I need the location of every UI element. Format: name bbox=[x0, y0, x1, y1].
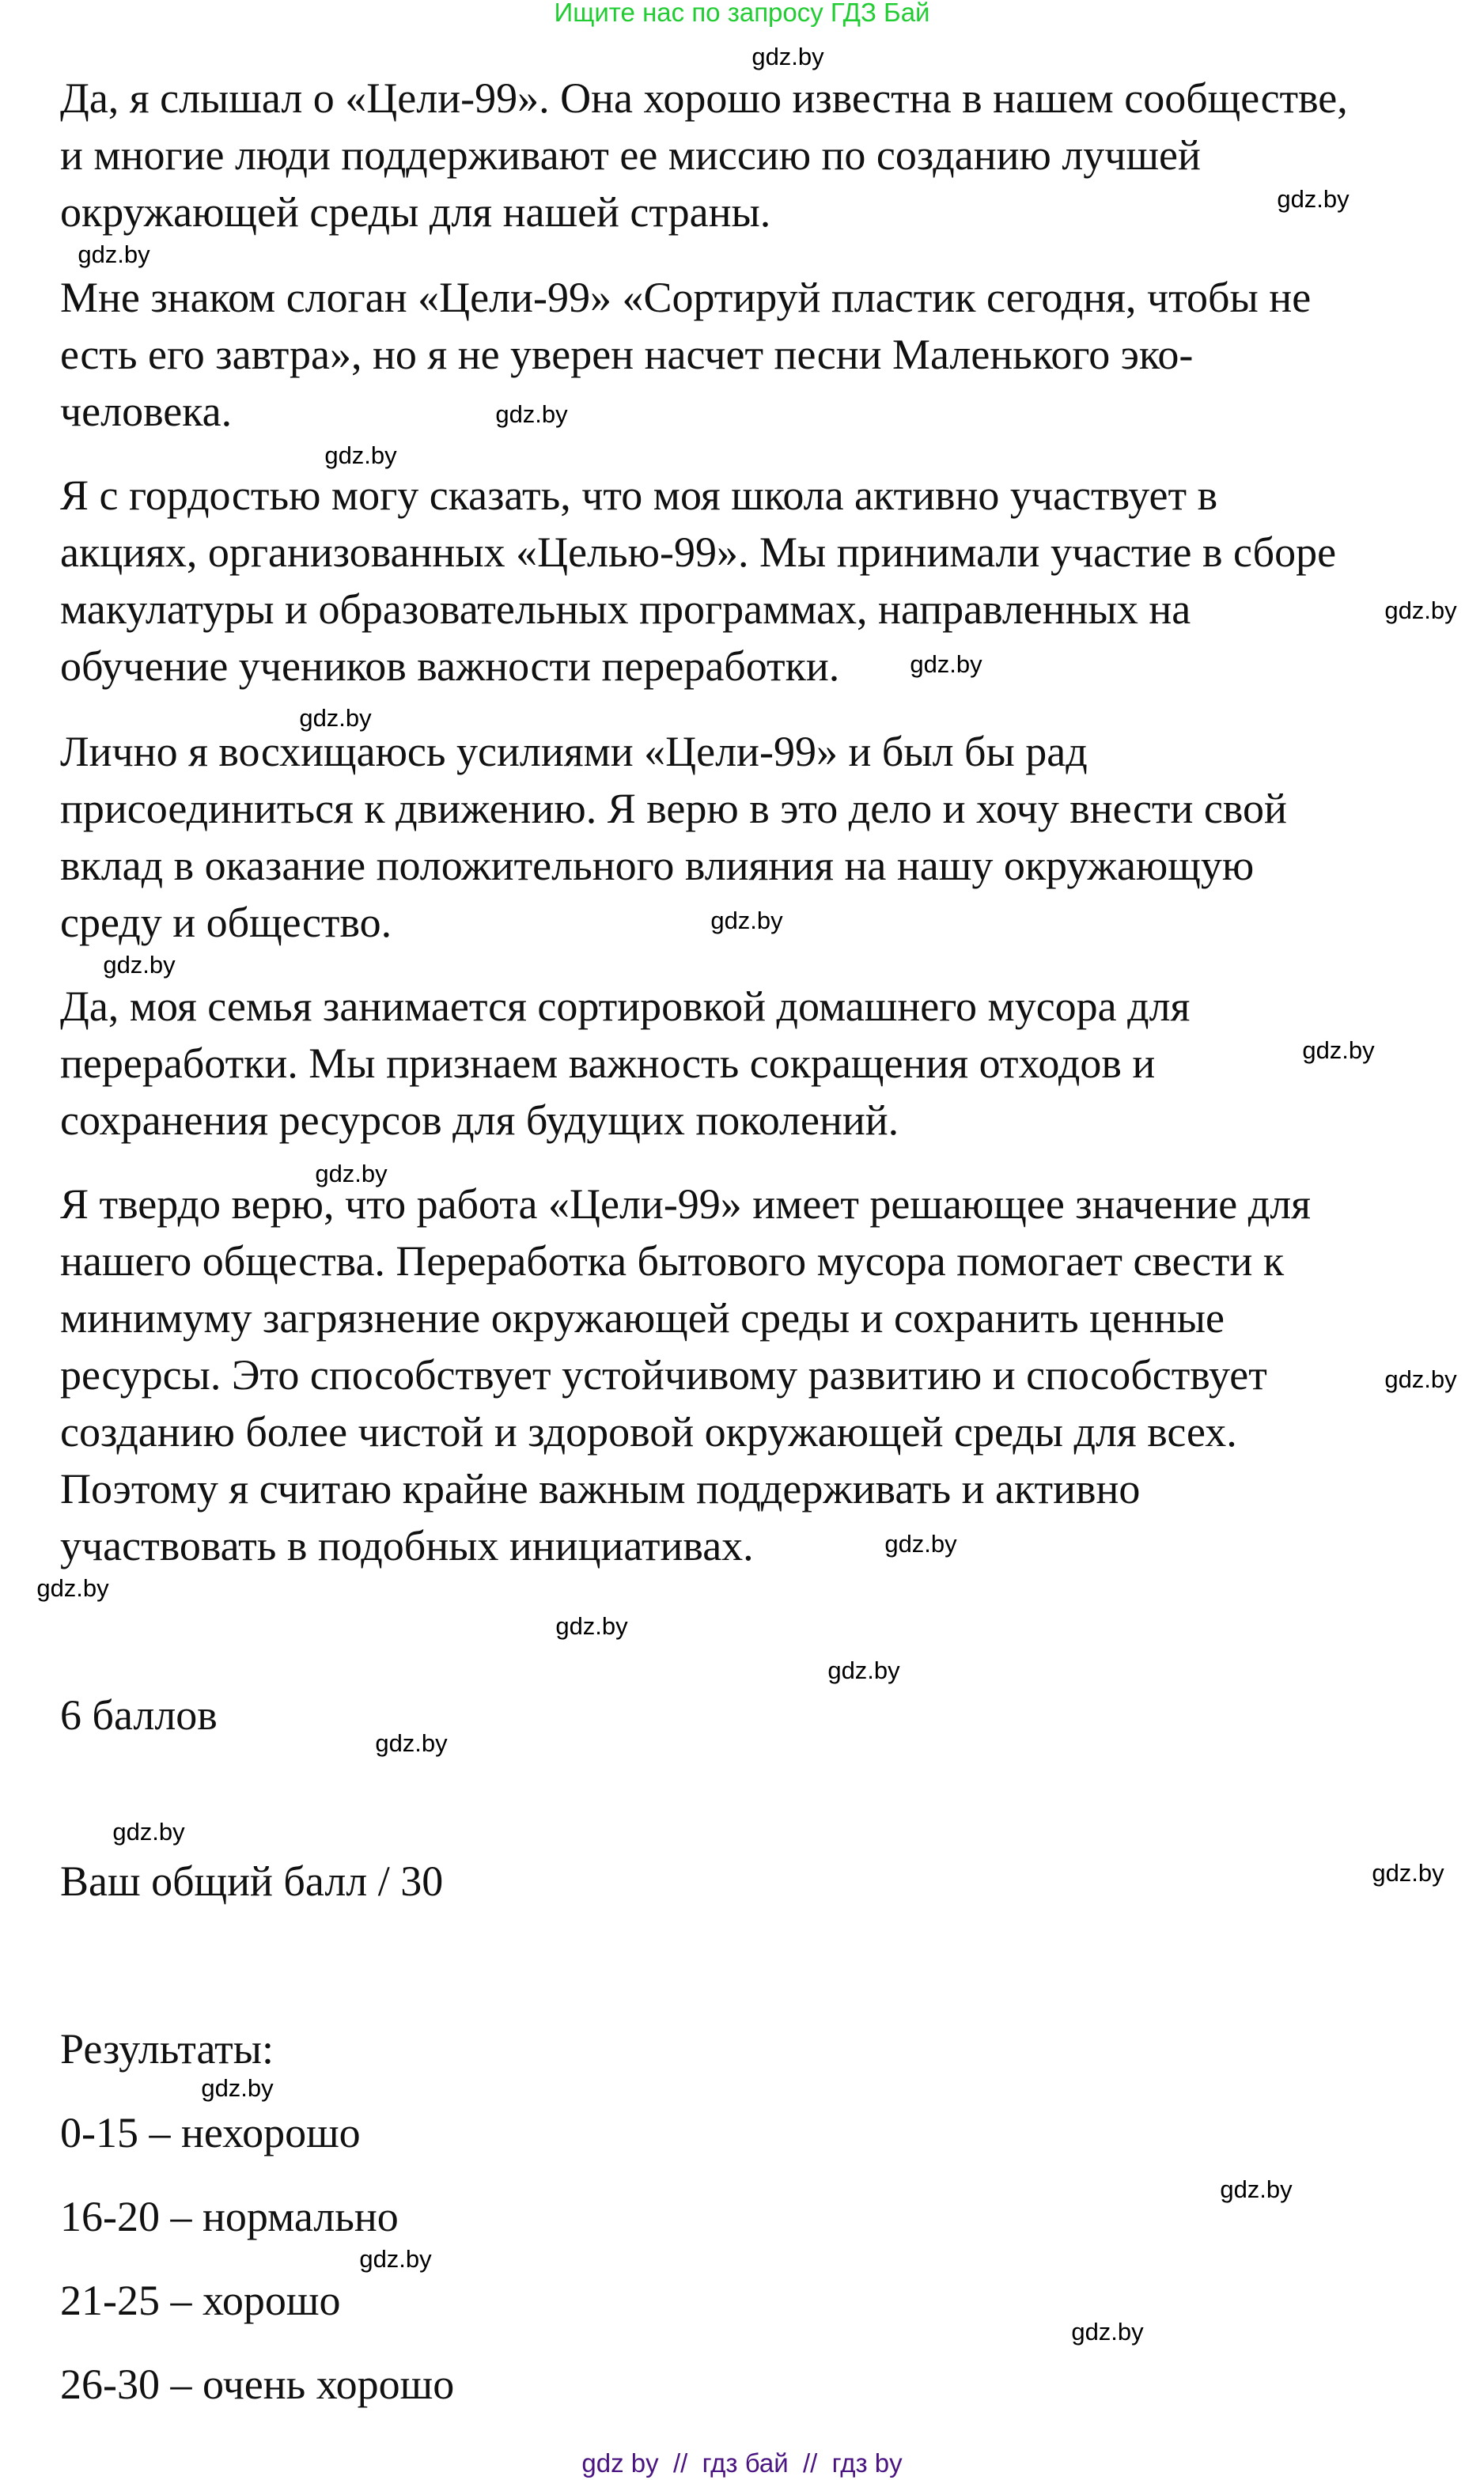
watermark: gdz.by bbox=[359, 2245, 432, 2273]
text-line: ресурсы. Это способствует устойчивому развитию и способствует bbox=[60, 1351, 1267, 1399]
watermark: gdz.by bbox=[1372, 1859, 1444, 1887]
footer-banner: gdz by // гдз бай // гдз by bbox=[581, 2448, 903, 2478]
text-line: присоединиться к движению. Я верю в это дело и хочу внести свой bbox=[60, 785, 1287, 832]
total-score-text: Ваш общий балл / 30 bbox=[60, 1857, 444, 1905]
text-line: Поэтому я считаю крайне важным поддерживать и активно bbox=[60, 1465, 1141, 1513]
watermark: gdz.by bbox=[324, 441, 397, 469]
watermark: gdz.by bbox=[315, 1160, 388, 1187]
text-line: вклад в оказание положительного влияния на нашу окружающую bbox=[60, 842, 1255, 889]
text-line: макулатуры и образовательных программах, направленных на bbox=[60, 585, 1191, 633]
text-line: Мне знаком слоган «Цели-99» «Сортируй пластик сегодня, чтобы не bbox=[60, 274, 1312, 321]
watermark: gdz.by bbox=[710, 907, 783, 934]
text-line: есть его завтра», но я не уверен насчет песни Маленького эко- bbox=[60, 331, 1194, 378]
text-line: человека. bbox=[60, 388, 233, 435]
watermark: gdz.by bbox=[1384, 1365, 1457, 1393]
watermark: gdz.by bbox=[201, 2074, 274, 2102]
result-range: 26-30 – очень хорошо bbox=[60, 2361, 455, 2408]
watermark: gdz.by bbox=[884, 1530, 957, 1558]
text-line: Я твердо верю, что работа «Цели-99» имеет решающее значение для bbox=[60, 1180, 1311, 1228]
text-line: переработки. Мы признаем важность сокращения отходов и bbox=[60, 1039, 1156, 1087]
watermark: gdz.by bbox=[78, 240, 150, 268]
watermark: gdz.by bbox=[495, 400, 568, 428]
watermark: gdz.by bbox=[112, 1818, 185, 1846]
text-line: Я с гордостью могу сказать, что моя школа активно участвует в bbox=[60, 471, 1218, 519]
text-line: участвовать в подобных инициативах. bbox=[60, 1522, 754, 1569]
results-title: Результаты: bbox=[60, 2025, 274, 2073]
watermark: gdz.by bbox=[1277, 185, 1350, 213]
watermark: gdz.by bbox=[299, 704, 372, 732]
text-line: и многие люди поддерживают ее миссию по созданию лучшей bbox=[60, 131, 1201, 179]
text-line: обучение учеников важности переработки. bbox=[60, 642, 840, 690]
watermark: gdz.by bbox=[751, 43, 824, 70]
result-range: 16-20 – нормально bbox=[60, 2193, 399, 2240]
text-line: окружающей среды для нашей страны. bbox=[60, 188, 771, 236]
search-banner: Ищите нас по запросу ГДЗ Бай bbox=[554, 0, 930, 27]
text-line: Да, я слышал о «Цели-99». Она хорошо известна в нашем сообществе, bbox=[60, 74, 1348, 122]
watermark: gdz.by bbox=[1071, 2318, 1144, 2346]
watermark: gdz.by bbox=[910, 650, 982, 678]
watermark: gdz.by bbox=[827, 1656, 900, 1684]
text-line: акциях, организованных «Целью-99». Мы принимали участие в сборе bbox=[60, 528, 1337, 576]
watermark: gdz.by bbox=[555, 1612, 628, 1640]
watermark: gdz.by bbox=[1302, 1036, 1375, 1064]
result-range: 0-15 – нехорошо bbox=[60, 2109, 361, 2156]
text-line: созданию более чистой и здоровой окружающей среды для всех. bbox=[60, 1408, 1237, 1456]
text-line: минимуму загрязнение окружающей среды и сохранить ценные bbox=[60, 1294, 1225, 1342]
watermark: gdz.by bbox=[1220, 2175, 1293, 2203]
text-line: Да, моя семья занимается сортировкой домашнего мусора для bbox=[60, 983, 1191, 1030]
result-range: 21-25 – хорошо bbox=[60, 2277, 341, 2324]
watermark: gdz.by bbox=[103, 951, 176, 979]
text-line: Лично я восхищаюсь усилиями «Цели-99» и был бы рад bbox=[60, 728, 1088, 775]
score-text: 6 баллов bbox=[60, 1691, 218, 1739]
watermark: gdz.by bbox=[375, 1729, 448, 1757]
watermark: gdz.by bbox=[36, 1574, 109, 1602]
text-line: сохранения ресурсов для будущих поколений. bbox=[60, 1096, 899, 1144]
text-line: нашего общества. Переработка бытового мусора помогает свести к bbox=[60, 1237, 1285, 1285]
watermark: gdz.by bbox=[1384, 596, 1457, 624]
text-line: среду и общество. bbox=[60, 899, 392, 946]
